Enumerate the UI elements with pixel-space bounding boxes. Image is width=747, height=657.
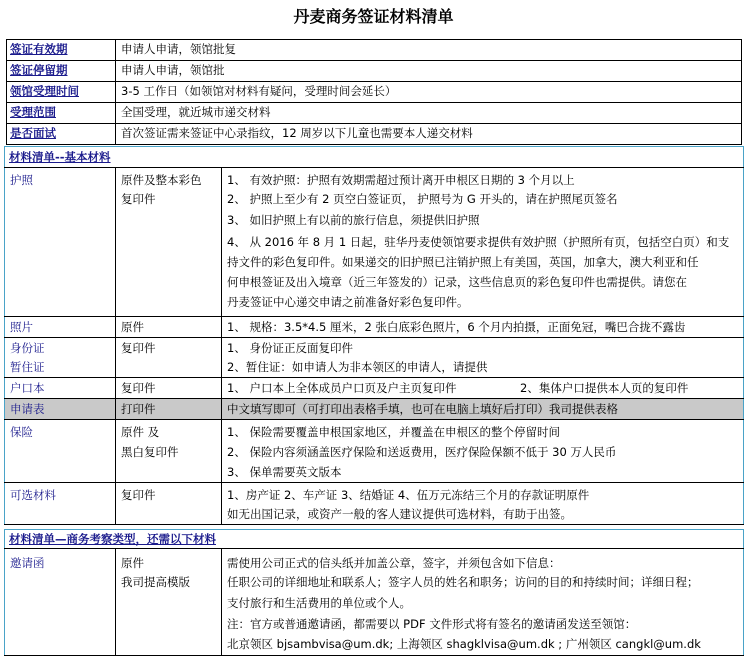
info-value-scope: 全国受理，就近城市递交材料 (121, 105, 271, 119)
photo-type: 原件 (121, 320, 144, 334)
invitation-type-line2: 我司提高模版 (121, 575, 190, 589)
row-label-residence-permit: 暂住证 (10, 360, 45, 374)
hukou-item-1: 1、 户口本上全体成员户口页及户主页复印件 (227, 381, 457, 395)
hukou-item-2: 2、集体户口提供本人页的复印件 (520, 381, 689, 395)
passport-line-3: 3、 如旧护照上有以前的旅行信息，须提供旧护照 (227, 213, 480, 227)
page-title: 丹麦商务签证材料清单 (293, 7, 454, 26)
invitation-type-line1: 原件 (121, 556, 144, 570)
row-label-photo: 照片 (10, 320, 33, 334)
info-value-stay: 申请人申请，领馆批 (121, 63, 225, 77)
section-basic-title: 材料清单--基本材料 (9, 150, 111, 164)
row-label-application-form: 申请表 (10, 402, 45, 416)
insurance-type-line2: 黑白复印件 (121, 445, 179, 459)
passport-line-1: 1、 有效护照：护照有效期需超过预计离开申根区日期的 3 个月以上 (227, 173, 575, 187)
invitation-line-4: 注：官方或普通邀请函，都需要以 PDF 文件形式将有签名的邀请函发送至领馆： (227, 617, 637, 631)
section-business-title: 材料清单—商务考察类型，还需以下材料 (9, 532, 216, 546)
passport-type-line1: 原件及整本彩色 (121, 173, 202, 187)
info-value-processing: 3-5 工作日（如领馆对材料有疑问，受理时间会延长） (121, 84, 397, 98)
photo-line: 1、 规格：3.5*4.5 厘米，2 张白底彩色照片，6 个月内拍摄，正面免冠，嘴巴合拢不露齿 (227, 320, 686, 334)
info-label-validity: 签证有效期 (10, 42, 68, 56)
info-value-interview: 首次签证需来签证中心录指纹，12 周岁以下儿童也需要本人递交材料 (121, 126, 473, 140)
form-type: 打印件 (121, 402, 156, 416)
invitation-line-2: 任职公司的详细地址和联系人；签字人员的姓名和职务；访问的目的和持续时间；详细日程； (227, 575, 699, 589)
hukou-type: 复印件 (121, 381, 156, 395)
info-value-validity: 申请人申请，领馆批复 (121, 42, 236, 56)
row-label-optional: 可选材料 (10, 488, 56, 502)
insurance-line-1: 1、 保险需要覆盖申根国家地区，并覆盖在申根区的整个停留时间 (227, 425, 560, 439)
row-label-invitation: 邀请函 (10, 556, 45, 570)
id-card-type: 复印件 (121, 341, 156, 355)
info-label-interview: 是否面试 (10, 126, 56, 140)
passport-line-7: 丹麦签证中心递交申请之前准备好彩色复印件。 (227, 295, 469, 309)
optional-line-1: 1、房产证 2、车产证 3、结婚证 4、伍万元冻结三个月的存款证明原件 (227, 488, 590, 502)
row-label-passport: 护照 (10, 173, 33, 187)
info-label-processing: 领馆受理时间 (10, 84, 79, 98)
invitation-line-1: 需使用公司正式的信头纸并加盖公章，签字，并须包含如下信息： (227, 556, 561, 570)
row-label-id-card: 身份证 (10, 341, 45, 355)
invitation-line-3: 支付旅行和生活费用的单位或个人。 (227, 596, 411, 610)
passport-line-2: 2、 护照上至少有 2 页空白签证页， 护照号为 G 开头的，请在护照尾页签名 (227, 192, 618, 206)
info-label-scope: 受理范围 (10, 105, 56, 119)
passport-line-6: 何申根签证及出入境章（近三年签发的）记录，这些信息页的彩色复印件也需提供。请您在 (227, 275, 687, 289)
info-label-stay: 签证停留期 (10, 63, 68, 77)
optional-type: 复印件 (121, 488, 156, 502)
insurance-line-2: 2、 保险内容须涵盖医疗保险和送返费用，医疗保险保额不低于 30 万人民币 (227, 445, 617, 459)
invitation-line-5: 北京领区 bjsambvisa@um.dk; 上海领区 shagklvisa@um.dk ; 广州领区 cangkl@um.dk (227, 637, 701, 651)
id-card-line-1: 1、 身份证正反面复印件 (227, 341, 353, 355)
optional-line-2: 如无出国记录，或资产一般的客人建议提供可选材料，有助于出签。 (227, 507, 572, 521)
form-line: 中文填写即可（可打印出表格手填，也可在电脑上填好后打印）我司提供表格 (227, 402, 618, 416)
insurance-line-3: 3、 保单需要英文版本 (227, 465, 342, 479)
passport-line-4: 4、 从 2016 年 8 月 1 日起，驻华丹麦使领馆要求提供有效护照（护照所有页，包括空白页）和支 (227, 235, 730, 249)
id-card-line-2: 2、暂住证：如申请人为非本领区的申请人，请提供 (227, 360, 488, 374)
row-label-hukou: 户口本 (10, 381, 45, 395)
row-label-insurance: 保险 (10, 425, 33, 439)
insurance-type-line1: 原件 及 (121, 425, 160, 439)
passport-line-5: 持文件的彩色复印件。如果递交的旧护照已注销护照上有美国，英国，加拿大，澳大利亚和任 (227, 255, 699, 269)
passport-type-line2: 复印件 (121, 192, 156, 206)
